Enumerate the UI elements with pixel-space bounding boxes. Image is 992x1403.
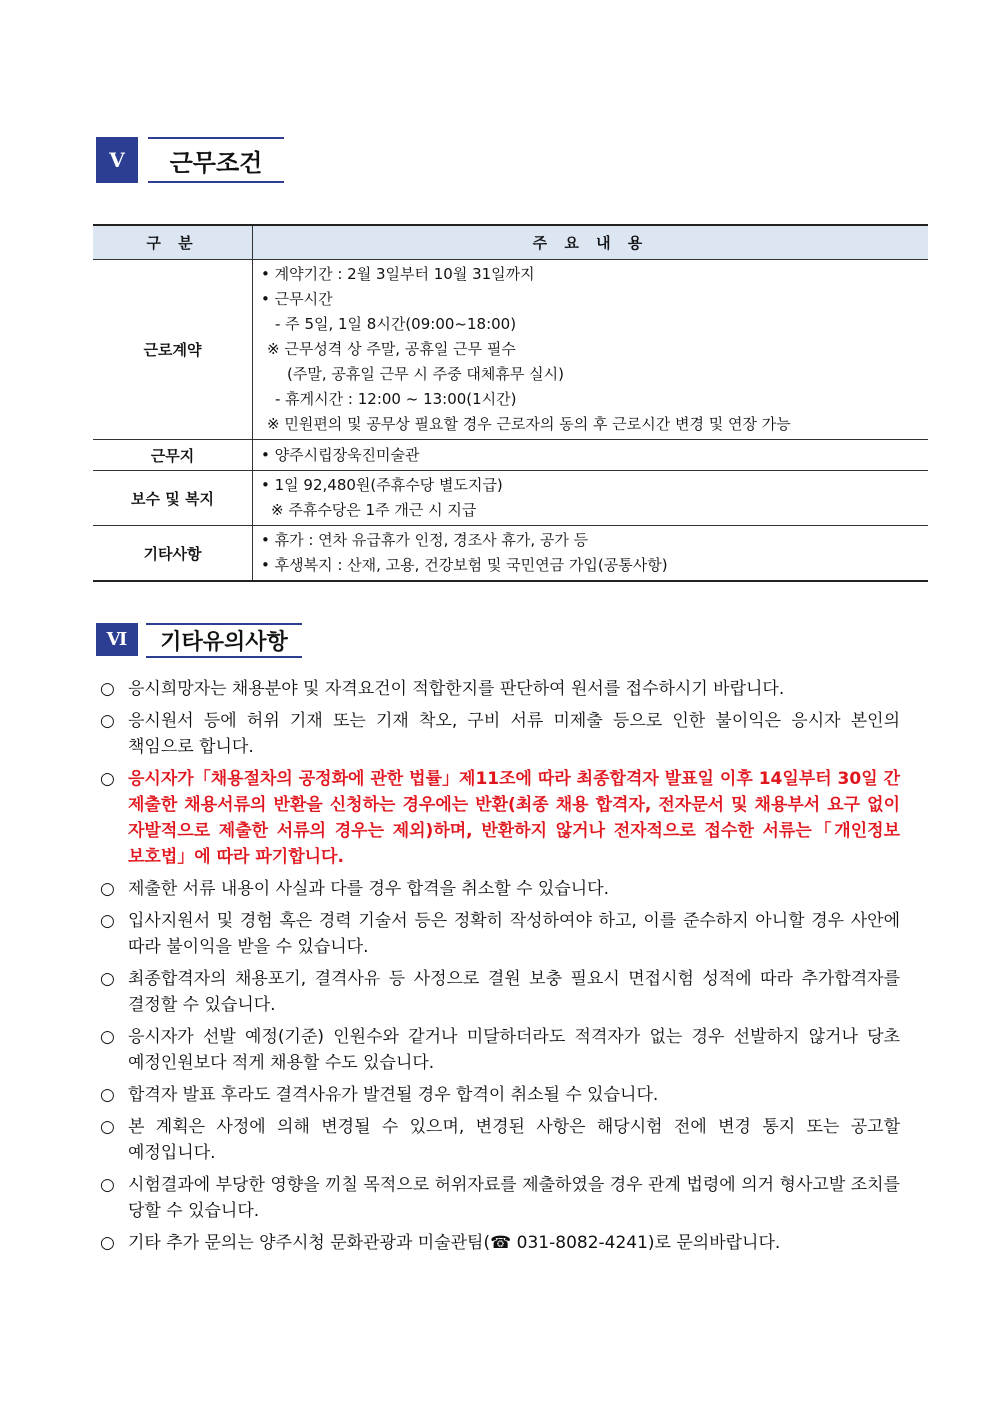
content-line: • 1일 92,480원(주휴수당 별도지급) xyxy=(261,476,503,494)
table-row-pay xyxy=(93,471,928,526)
content-line: ※ 주휴수당은 1주 개근 시 지급 xyxy=(271,501,477,519)
circle-bullet-icon: ○ xyxy=(100,969,115,989)
header-content: 주 요 내 용 xyxy=(253,225,929,260)
section-5-number: Ⅴ xyxy=(96,137,138,183)
note-item xyxy=(100,1172,900,1224)
row-content-pay xyxy=(253,471,929,526)
section-6-title: 기타유의사항 xyxy=(160,630,288,655)
content-line: ※ 근무성격 상 주말, 공휴일 근무 필수 xyxy=(267,340,516,358)
circle-bullet-icon: ○ xyxy=(100,679,115,699)
circle-bullet-icon: ○ xyxy=(100,879,115,899)
note-item xyxy=(100,908,900,960)
section-6-header xyxy=(96,623,302,658)
note-text: 본 계획은 사정에 의해 변경될 수 있으며, 변경된 사항은 해당시험 전에 변경 통지 또는 공고할 예정입니다. xyxy=(128,1117,900,1163)
content-line: • 근무시간 xyxy=(261,290,333,308)
section-5-title-wrap xyxy=(148,137,284,183)
circle-bullet-icon: ○ xyxy=(100,1085,115,1105)
row-label-etc: 기타사항 xyxy=(93,526,253,582)
table-header-row xyxy=(93,225,928,260)
note-item xyxy=(100,876,900,902)
content-line: ※ 민원편의 및 공무상 필요할 경우 근로자의 동의 후 근로시간 변경 및 연장 가능 xyxy=(267,415,791,433)
circle-bullet-icon: ○ xyxy=(100,1117,115,1137)
section-6-number: Ⅵ xyxy=(96,623,138,656)
note-item-highlighted xyxy=(100,766,900,870)
section-5-header xyxy=(96,137,284,183)
note-text: 최종합격자의 채용포기, 결격사유 등 사정으로 결원 보충 필요시 면접시험 성적에 따라 추가합격자를 결정할 수 있습니다. xyxy=(128,969,900,1015)
note-item xyxy=(100,1114,900,1166)
section-6-title-wrap xyxy=(146,623,302,658)
note-text: 입사지원서 및 경험 혹은 경력 기술서 등은 정확히 작성하여야 하고, 이를 준수하지 아니할 경우 사안에 따라 불이익을 받을 수 있습니다. xyxy=(128,911,900,957)
content-line: • 후생복지 : 산재, 고용, 건강보험 및 국민연금 가입(공통사항) xyxy=(261,556,668,574)
content-line: • 양주시립장욱진미술관 xyxy=(261,445,420,464)
note-text: 응시자가「채용절차의 공정화에 관한 법률」제11조에 따라 최종합격자 발표일 이후 14일부터 30일 간 제출한 채용서류의 반환을 신청하는 경우에는 반환(최종 채용 합격자, 전자문서 및 채용부서 요구 없이 자발적으로 제출한 서류의 경우는 제외)하며, 반환하지 않거나 전자적으로 접수한 서류는「개인정보 보호법」에 따라 파기합니다. xyxy=(128,769,900,867)
section-5-title: 근무조건 xyxy=(169,148,263,177)
row-label-contract: 근로계약 xyxy=(93,260,253,440)
content-line: • 계약기간 : 2월 3일부터 10월 31일까지 xyxy=(261,265,535,283)
row-label-pay: 보수 및 복지 xyxy=(93,471,253,526)
note-text: 응시자가 선발 예정(기준) 인원수와 같거나 미달하더라도 적격자가 없는 경우 선발하지 않거나 당초 예정인원보다 적게 채용할 수도 있습니다. xyxy=(128,1027,900,1073)
note-text: 시험결과에 부당한 영향을 끼칠 목적으로 허위자료를 제출하였을 경우 관계 법령에 의거 형사고발 조치를 당할 수 있습니다. xyxy=(128,1175,900,1221)
note-text: 기타 추가 문의는 양주시청 문화관광과 미술관팀(☎ 031-8082-4241)로 문의바랍니다. xyxy=(128,1233,781,1253)
table-row-workplace xyxy=(93,440,928,471)
circle-bullet-icon: ○ xyxy=(100,1233,115,1253)
note-item xyxy=(100,708,900,760)
row-label-workplace: 근무지 xyxy=(93,440,253,471)
circle-bullet-icon: ○ xyxy=(100,1175,115,1195)
note-text: 제출한 서류 내용이 사실과 다를 경우 합격을 취소할 수 있습니다. xyxy=(128,879,610,899)
circle-bullet-icon: ○ xyxy=(100,1027,115,1047)
row-content-contract xyxy=(253,260,929,440)
note-item xyxy=(100,1230,900,1256)
content-line: • 휴가 : 연차 유급휴가 인정, 경조사 휴가, 공가 등 xyxy=(261,531,589,549)
note-item xyxy=(100,676,900,702)
note-text: 응시희망자는 채용분야 및 자격요건이 적합한지를 판단하여 원서를 접수하시기 바랍니다. xyxy=(128,679,785,699)
header-category: 구 분 xyxy=(93,225,253,260)
row-content-etc xyxy=(253,526,929,582)
content-line: - 휴게시간 : 12:00 ~ 13:00(1시간) xyxy=(275,390,517,408)
note-text: 합격자 발표 후라도 결격사유가 발견될 경우 합격이 취소될 수 있습니다. xyxy=(128,1085,659,1105)
circle-bullet-icon: ○ xyxy=(100,769,115,789)
circle-bullet-icon: ○ xyxy=(100,911,115,931)
content-line: (주말, 공휴일 근무 시 주중 대체휴무 실시) xyxy=(287,365,564,383)
note-item xyxy=(100,966,900,1018)
note-text: 응시원서 등에 허위 기재 또는 기재 착오, 구비 서류 미제출 등으로 인한 불이익은 응시자 본인의 책임으로 합니다. xyxy=(128,711,900,757)
row-content-workplace xyxy=(253,440,929,471)
content-line: - 주 5일, 1일 8시간(09:00~18:00) xyxy=(275,315,517,333)
table-row-etc xyxy=(93,526,928,582)
note-item xyxy=(100,1024,900,1076)
circle-bullet-icon: ○ xyxy=(100,711,115,731)
notes-list xyxy=(100,676,900,1262)
work-conditions-table xyxy=(93,224,928,582)
table-row-contract xyxy=(93,260,928,440)
note-item xyxy=(100,1082,900,1108)
